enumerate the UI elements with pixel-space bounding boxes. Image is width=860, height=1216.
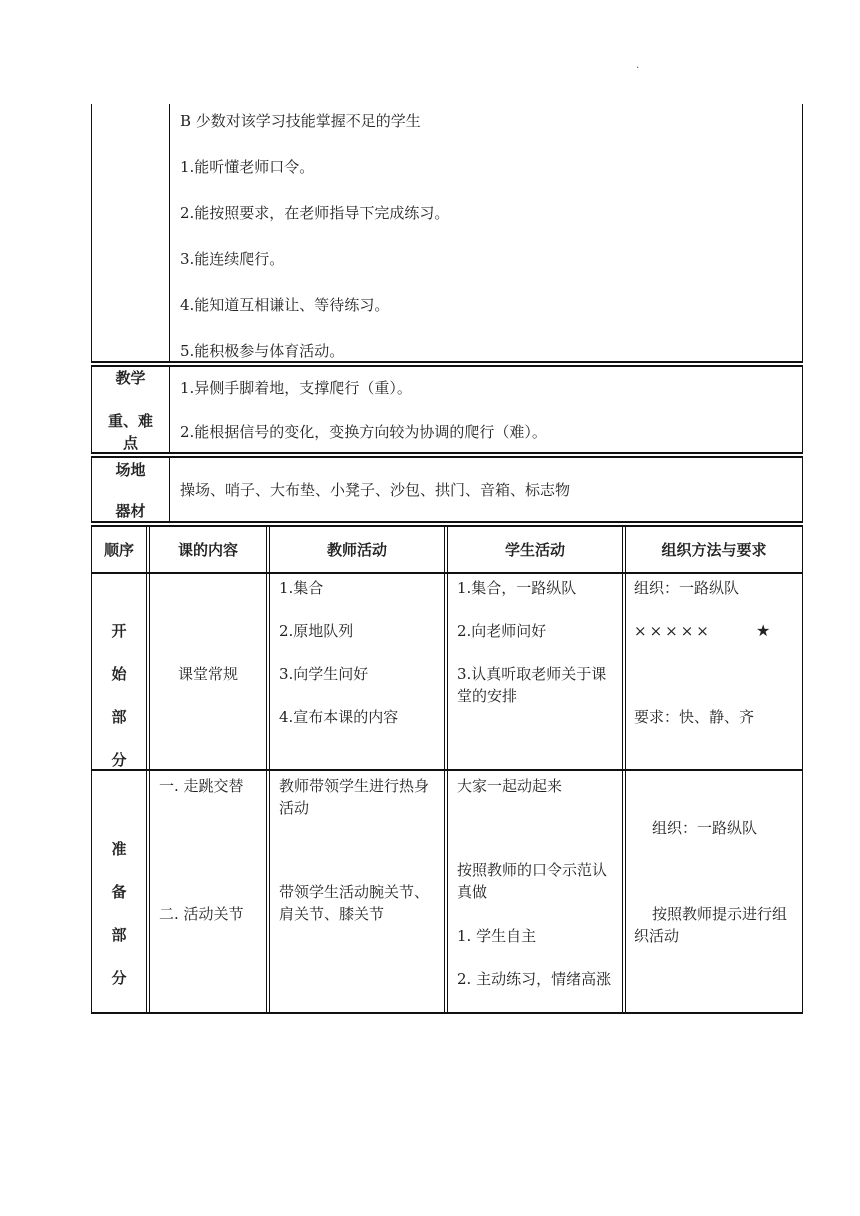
phase-char: 开 — [111, 622, 127, 640]
phase-char: 备 — [111, 883, 127, 901]
organization-requirement: 要求：快、静、齐 — [634, 708, 755, 726]
list-item: 5.能积极参与体育活动。 — [180, 342, 345, 360]
phase-char: 分 — [111, 969, 127, 987]
lesson-content: 课堂常规 — [177, 665, 238, 683]
student-activity: 1.集合，一路纵队 — [457, 579, 577, 597]
list-item: 3.能连续爬行。 — [180, 250, 285, 268]
phase-char: 始 — [111, 665, 127, 683]
list-item: 2.能按照要求，在老师指导下完成练习。 — [180, 204, 450, 222]
column-header-organization: 组织方法与要求 — [661, 541, 767, 559]
phase-char: 部 — [111, 926, 127, 944]
key-points-label: 教学 — [115, 369, 146, 387]
student-activity: 2. 主动练习，情绪高涨 — [457, 970, 612, 988]
phase-char: 准 — [111, 840, 127, 858]
formation-crosses: ××××× — [634, 622, 712, 640]
teacher-activity: 2.原地队列 — [279, 622, 354, 640]
learner-group-heading: B 少数对该学习技能掌握不足的学生 — [180, 112, 421, 130]
teacher-activity: 4.宣布本课的内容 — [279, 708, 399, 726]
teacher-activity: 教师带领学生进行热身活动 — [279, 777, 430, 817]
venue-label: 场地 — [115, 461, 146, 479]
student-activity: 3.认真听取老师关于课堂的安排 — [457, 665, 607, 705]
column-header-teacher: 教师活动 — [326, 541, 387, 559]
organization-text: 组织：一路纵队 — [634, 579, 740, 597]
teacher-activity: 1.集合 — [279, 579, 324, 597]
student-activity: 按照教师的口令示范认真做 — [457, 861, 608, 901]
teacher-activity: 带领学生活动腕关节、肩关节、膝关节 — [279, 883, 430, 923]
difficult-point-item: 2.能根据信号的变化，变换方向较为协调的爬行（难）。 — [180, 423, 547, 441]
key-points-label: 重、难 — [107, 412, 153, 430]
key-point-item: 1.异侧手脚着地，支撑爬行（重）。 — [180, 379, 412, 397]
phase-char: 分 — [111, 751, 127, 769]
organization-text: 组织：一路纵队 — [652, 819, 758, 837]
venue-equipment-list: 操场、哨子、大布垫、小凳子、沙包、拱门、音箱、标志物 — [180, 481, 571, 499]
lesson-content: 一. 走跳交替 — [159, 777, 244, 795]
lesson-content: 二. 活动关节 — [159, 905, 244, 923]
student-activity: 1. 学生自主 — [457, 927, 537, 945]
student-activity: 2.向老师问好 — [457, 622, 547, 640]
column-header-content: 课的内容 — [177, 541, 238, 559]
column-header-order: 顺序 — [103, 541, 134, 559]
teacher-star-icon: ★ — [756, 621, 771, 640]
key-points-label: 点 — [122, 434, 138, 452]
teacher-activity: 3.向学生问好 — [279, 665, 369, 683]
list-item: 1.能听懂老师口令。 — [180, 158, 315, 176]
student-activity: 大家一起动起来 — [457, 777, 563, 795]
venue-label: 器材 — [115, 502, 146, 520]
column-header-student: 学生活动 — [504, 541, 565, 559]
list-item: 4.能知道互相谦让、等待练习。 — [180, 296, 390, 314]
page-mark: . — [636, 60, 640, 71]
phase-char: 部 — [111, 708, 127, 726]
organization-text: 按照教师提示进行组织活动 — [634, 905, 788, 945]
